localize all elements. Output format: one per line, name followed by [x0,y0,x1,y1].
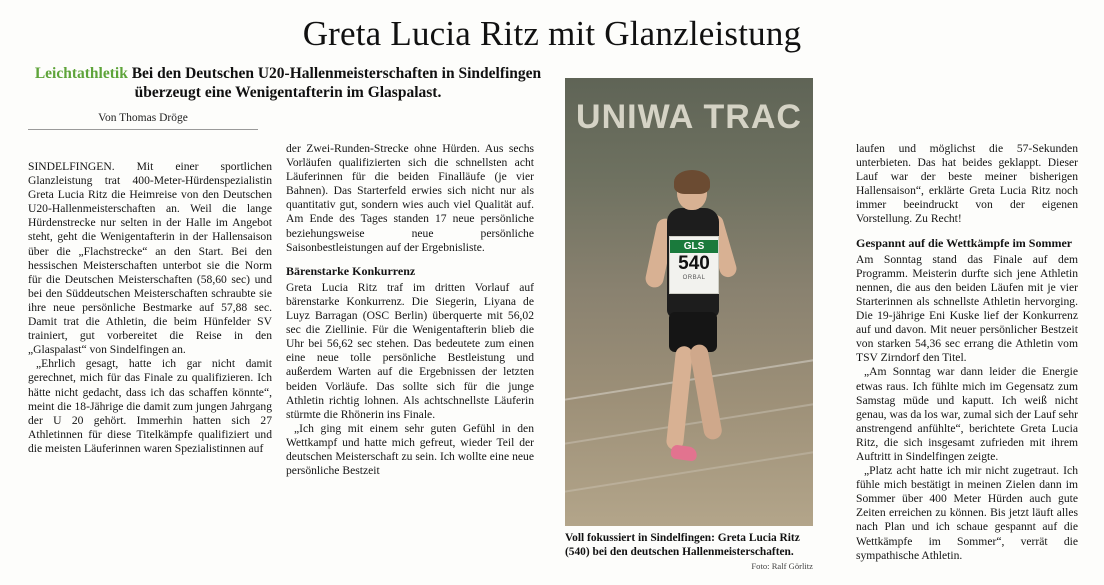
article-subhead [28,64,548,102]
photo-image [565,78,813,526]
athlete-figure [651,174,739,504]
page-title: Greta Lucia Ritz mit Glanzleistung [302,14,802,53]
bib-sponsor-bottom: ORBAL [682,275,706,281]
athlete-leg-right [689,343,723,441]
photo-credit: Foto: Ralf Görlitz [751,561,813,572]
paragraph: Greta Lucia Ritz traf im dritten Vorlauf auf bärenstarke Konkurrenz. Die Siegerin, Liyana de Luyz Barragan (OSC Berlin) überquerte mit 56,02 sec die Ziellinie. Für die Wenigentafterin blieb die Uhr bei 56,62 sec stehen. Das bedeutete zum einen eine neue tolle persönliche Bestleistung und außerdem Warten auf die Ergebnissen der letzten beiden Vorläufe. Das sollte sich für die junge Athletin richtig lohnen. Als achtschnellste Läuferin stürmte die Rhönerin ins Finale. [286,280,534,421]
bib-sponsor-top: GLS [670,240,718,253]
article-kicker: Leichtathletik [34,65,128,82]
bib-number: 540 [678,253,710,274]
article-body [28,142,1078,578]
paragraph: laufen und möglichst die 57-Sekunden unterbieten. Das hat beides geklappt. Dieser Lauf war der beste meiner bisherigen Hallensaison“, erklärte Greta Lucia Ritz noch immer beeindruckt von der eigenen Vorstellung. Zu Recht! [856,142,1078,226]
photo-caption-text: Voll fokussiert in Sindelfingen: Greta Lucia Ritz (540) bei den deutschen Hallenmeisterschaften. [565,532,800,558]
subheading-konkurrenz: Bärenstarke Konkurrenz [286,263,416,278]
paragraph: „Ich ging mit einem sehr guten Gefühl in den Wettkampf und hatte mich gefreut, wieder Teil der deutschen Meisterschaft zu sein. Ich wollte eine neue persönliche Bestzeit [286,421,534,478]
paragraph: „Ehrlich gesagt, hatte ich gar nicht damit gerechnet, mich für das Finale zu qualifizieren. Ich hätte nicht gedacht, dass ich das schaffen könnte“, meint die 18-Jährige die damit zum jungen Jahrgang der U 20 gehört. Immerhin hatten sich 27 Athletinnen für diese Titelkämpfe qualifiziert und die meisten Läuferinnen waren Spezialistinnen auf [28,357,272,455]
paragraph: „Am Sonntag war dann leider die Energie etwas raus. Ich fühlte mich im Gegensatz zum Samstag müde und kaputt. Ich weiß nicht genau, was da los war, zumal sich der Lauf sehr anstrengend anfühlte“, berichtete Greta Lucia Ritz, die sich insgesamt zufrieden mit ihrem Auftritt in Sindelfingen zeigte. [856,365,1078,463]
athlete-shoe [670,444,698,461]
article-subhead-text: Bei den Deutschen U20-Hallenmeisterschaften in Sindelfingen überzeugt eine Wenigentafterin im Glaspalast. [131,65,542,101]
subheading-sommer: Gespannt auf die Wettkämpfe im Sommer [856,235,1073,250]
paragraph: der Zwei-Runden-Strecke ohne Hürden. Aus sechs Vorläufen qualifizierten sich die schnellsten acht Läuferinnen für die beiden Finalläufe (je vier Bahnen). Das Starterfeld erwies sich nicht nur als quantitativ gut, sondern wies auch viel Qualität auf. Am Ende des Tages standen 17 neue persönliche beziehungsweise neue persönliche Saisonbestleistungen auf der Ergebnisliste. [286,142,534,254]
article-photo [565,78,813,526]
paragraph-text: SINDELFINGEN. Mit einer sportlichen Glanzleistung trat 400-Meter-Hürdenspezialistin Greta Lucia Ritz die Heimreise von den Deutschen U20-Hallenmeisterschaften an. Weil die lange Hürdenstrecke nur selten in der Halle im Angebot steht, geht die Wenigentafterin in der Hallensaison über die „Flachstrecke“ an den Start. Bei den hessischen Meisterschaften unterbot sie die Norm für die Deutschen Meisterschaften (58,60 sec) und bei den Süddeutschen Meisterschaften schraubte sie ihre neue persönliche Bestmarke auf 57,88 sec. Damit trat die Athletin, die beim Hünfelder SV trainiert, gut vorbereitet die Reise in den „Glaspalast“ von Sindelfingen an. [28,160,272,357]
paragraph [28,160,272,357]
paragraph: „Platz acht hatte ich mir nicht zugetraut. Ich fühle mich bestätigt in meinen Zielen dann im Sommer über 400 Meter Hürden auch gute Zeiten erreichen zu können. Bis jetzt läuft alles nach Plan und ich schaue gespannt auf die Wettkämpfe im Sommer“, verrät die sympathische Athletin. [856,464,1078,562]
athlete-leg-left [666,345,694,450]
photo-caption [565,532,813,574]
athlete-bib [669,236,719,294]
text-column-4 [856,142,1078,563]
article-byline: Von Thomas Dröge [28,112,258,130]
text-column-2 [286,142,534,478]
photo-banner-text: UNIWA TRAC [576,98,802,136]
newspaper-page [0,14,1104,585]
paragraph: Am Sonntag stand das Finale auf dem Programm. Meisterin durfte sich jene Athletin nennen, die aus den beiden Läufen mit je vier Starterinnen als schnellste Athletin hervorging. Die 19-jährige Eni Kuske lief der Konkurrenz auf und davon. Mit neuer persönlicher Bestzeit von starken 54,36 sec errang die Athletin vom TSV Zirndorf den Titel. [856,252,1078,365]
text-column-1 [28,160,272,456]
athlete-hair [674,170,710,194]
